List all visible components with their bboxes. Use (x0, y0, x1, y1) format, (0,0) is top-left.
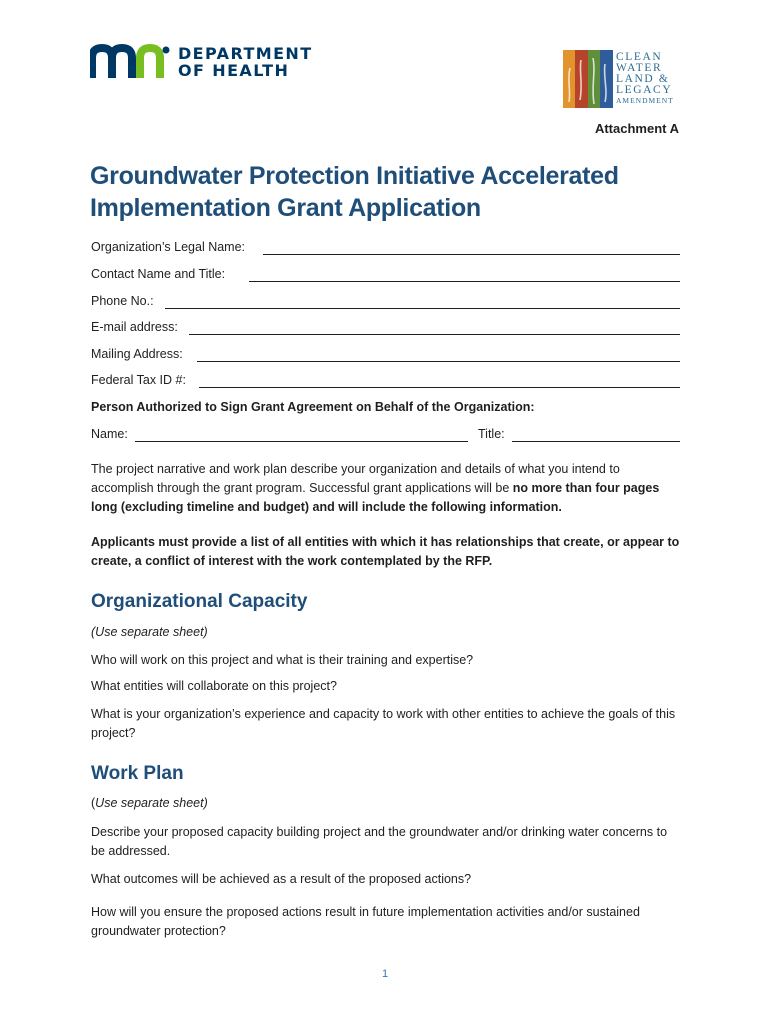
capacity-question: What is your organization’s experience and capacity to work with other entities to achieve the goals of this project? (91, 707, 676, 740)
legacy-logo-line: CLEAN (616, 51, 663, 63)
field-label: Organization’s Legal Name: (91, 240, 246, 254)
field-label: Title: (478, 427, 505, 441)
intro-paragraph (91, 460, 681, 517)
legacy-logo-line: LAND & (616, 73, 670, 85)
mdh-logo-text (178, 45, 313, 79)
signer-name-field[interactable] (91, 426, 468, 446)
mdh-logo-line2: OF HEALTH (178, 61, 290, 80)
mailing-address-field[interactable] (91, 346, 680, 366)
legacy-amendment-icon (563, 50, 613, 108)
capacity-question: What entities will collaborate on this project? (91, 679, 337, 693)
contact-field[interactable] (91, 266, 680, 286)
field-label: Federal Tax ID #: (91, 373, 186, 387)
field-underline (189, 334, 680, 335)
field-label: Contact Name and Title: (91, 267, 226, 281)
tax-id-field[interactable] (91, 372, 680, 392)
field-label: Name: (91, 427, 128, 441)
field-underline (249, 281, 680, 282)
intro-text: The project narrative and work plan describe your organization and details of what you intend to accomplish through the grant program. Successful grant applications will be (91, 462, 620, 495)
legacy-logo-line: WATER (616, 62, 663, 74)
page-title: Groundwater Protection Initiative Accelerated Implementation Grant Application (90, 162, 619, 222)
section-heading-workplan: Work Plan (91, 763, 184, 784)
phone-field[interactable] (91, 293, 680, 313)
workplan-question: What outcomes will be achieved as a result of the proposed actions? (91, 872, 472, 886)
conflict-notice: Applicants must provide a list of all entities with which it has relationships that create, or appear to create, a conflict of interest with the work contemplated by the RFP. (91, 535, 680, 568)
field-label: Mailing Address: (91, 347, 183, 361)
field-label: E-mail address: (91, 320, 178, 334)
field-underline (512, 441, 680, 442)
field-underline (165, 308, 680, 309)
attachment-label: Attachment A (594, 121, 679, 136)
legacy-logo-line: LEGACY (616, 84, 673, 96)
field-underline (197, 361, 680, 362)
section-heading-capacity: Organizational Capacity (91, 591, 308, 612)
workplan-note (91, 796, 208, 810)
capacity-note: (Use separate sheet) (91, 625, 208, 639)
legacy-amendment-logo (563, 50, 681, 108)
authorized-signer-heading: Person Authorized to Sign Grant Agreement on Behalf of the Organization: (91, 400, 535, 414)
page-number: 1 (381, 968, 389, 980)
legacy-logo-subline: AMENDMENT (616, 96, 674, 105)
legacy-amendment-text (616, 52, 674, 106)
field-underline (199, 387, 680, 388)
workplan-note-paren: ( (91, 796, 96, 810)
field-underline (135, 441, 468, 442)
mn-logo-icon (90, 44, 170, 80)
signer-title-field[interactable] (478, 426, 680, 446)
workplan-question: How will you ensure the proposed actions result in future implementation activities and/or sustained groundwater protection? (91, 905, 640, 938)
org-name-field[interactable] (91, 239, 680, 259)
field-underline (263, 254, 680, 255)
workplan-note-italic: Use separate sheet) (95, 796, 208, 810)
intro-bold-text: no more than four pages long (excluding timeline and budget) and will include the following information. (91, 481, 660, 514)
workplan-question: Describe your proposed capacity building project and the groundwater and/or drinking water concerns to be addressed. (91, 825, 668, 858)
mdh-logo-line1: DEPARTMENT (178, 44, 313, 63)
capacity-question: Who will work on this project and what is their training and expertise? (91, 653, 474, 667)
mdh-logo (90, 44, 320, 80)
email-field[interactable] (91, 319, 680, 339)
field-label: Phone No.: (91, 294, 154, 308)
